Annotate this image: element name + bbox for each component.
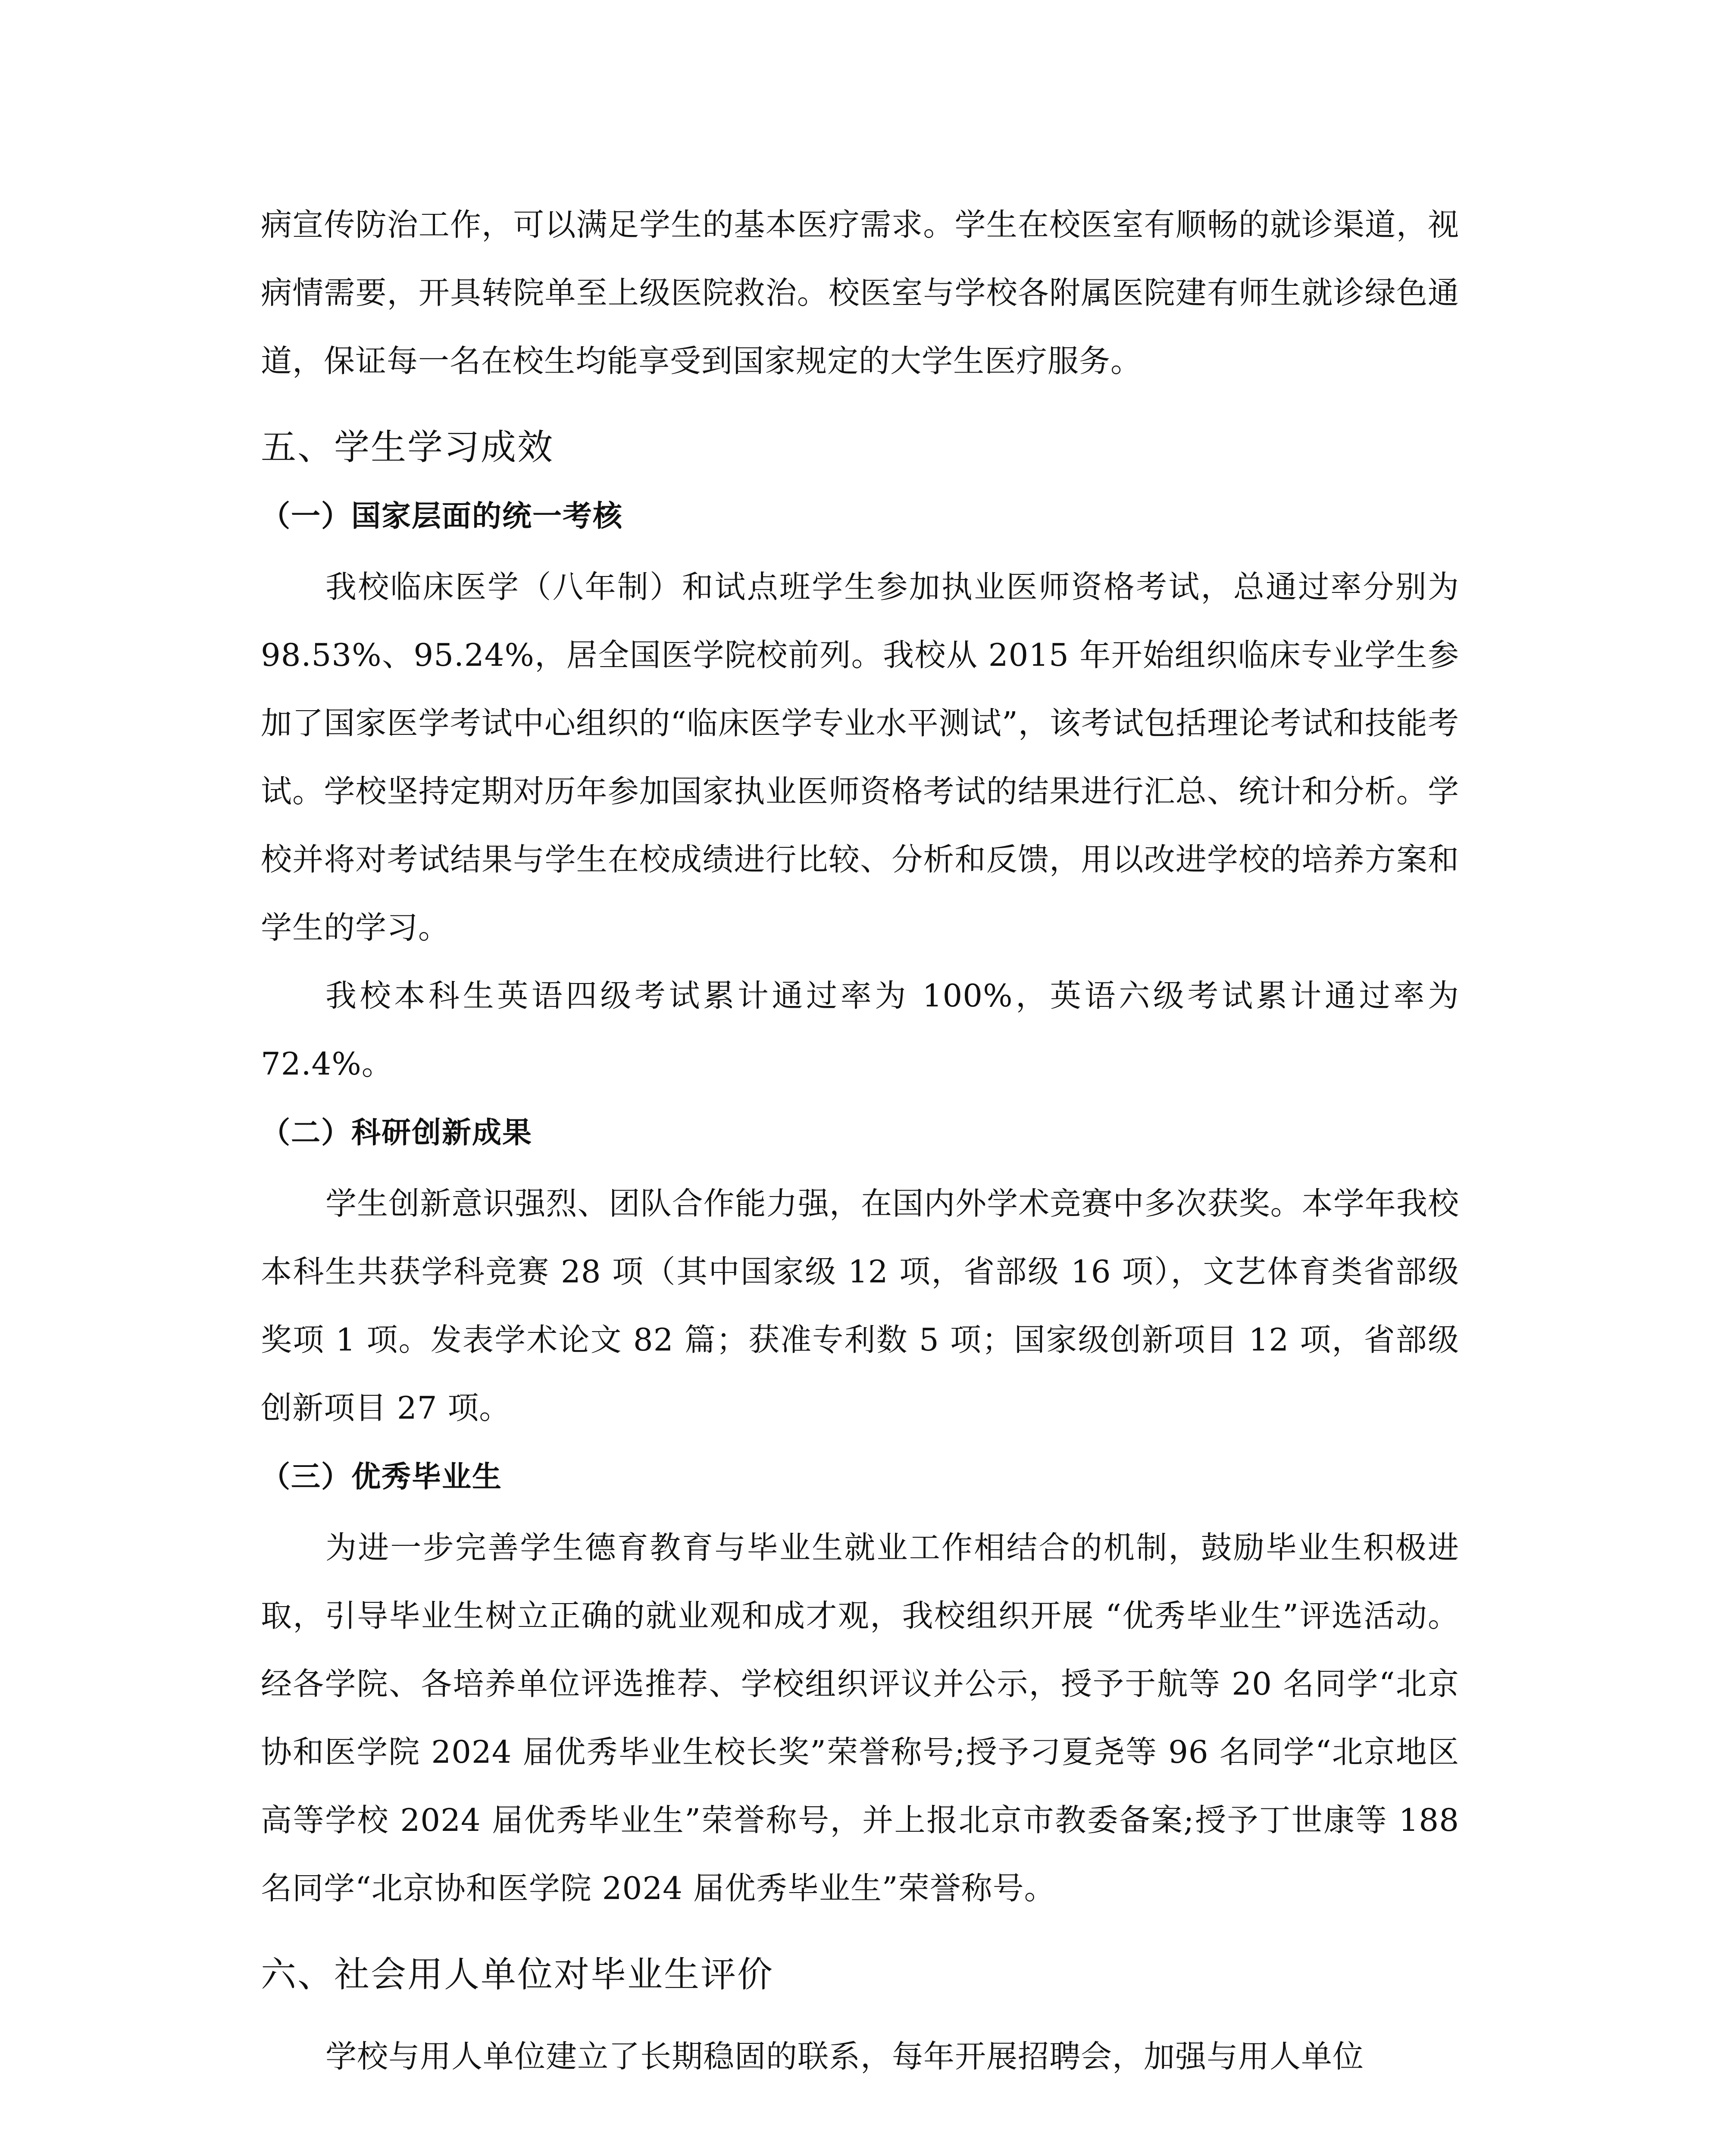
paragraph-outstanding-graduates: 为进一步完善学生德育教育与毕业生就业工作相结合的机制，鼓励毕业生积极进取，引导毕业生树立正确的就业观和成才观，我校组织开展 “优秀毕业生”评选活动。经各学院、各培养单位评选推荐、学校组织评议并公示，授予于航等 20 名同学“北京协和医学院 2024 届优秀毕业生校长奖”荣誉称号;授予刁夏尧等 96 名同学“北京地区高等学校 2024 届优秀毕业生”荣誉称号，并上报北京市教委备案;授予丁世康等 188 名同学“北京协和医学院 2024 届优秀毕业生”荣誉称号。 — [261, 1529, 1459, 1906]
spacer — [261, 538, 1459, 553]
spacer — [261, 473, 1459, 495]
paragraph-licensing-exam: 我校临床医学（八年制）和试点班学生参加执业医师资格考试，总通过率分别为98.53%、95.24%，居全国医学院校前列。我校从 2015 年开始组织临床专业学生参加了国家医学考试中心组织的“临床医学专业水平测试”，该考试包括理论考试和技能考试。学校坚持定期对历年参加国家执业医师资格考试的结果进行汇总、统计和分析。学校并将对考试结果与学生在校成绩进行比较、分析和反馈，用以改进学校的培养方案和学生的学习。 — [261, 569, 1459, 946]
section-title-employer-evaluation: 六、社会用人单位对毕业生评价 — [261, 1954, 774, 1995]
spacer — [261, 1098, 1459, 1112]
intro-paragraph: 病宣传防治工作，可以满足学生的基本医疗需求。学生在校医室有顺畅的就诊渠道，视病情需要，开具转院单至上级医院救治。校医室与学校各附属医院建有师生就诊绿色通道，保证每一名在校生均能享受到国家规定的大学生医疗服务。 — [261, 207, 1459, 379]
subsection-title-national-exam: （一）国家层面的统一考核 — [261, 499, 623, 533]
page-content — [261, 191, 1459, 2090]
section-title-learning-outcomes: 五、学生学习成效 — [261, 427, 554, 468]
spacer — [261, 1155, 1459, 1169]
spacer — [261, 1922, 1459, 1949]
subsection-title-outstanding-graduates: （三）优秀毕业生 — [261, 1460, 503, 1494]
spacer — [261, 1499, 1459, 1514]
paragraph-research-results: 学生创新意识强烈、团队合作能力强，在国内外学术竞赛中多次获奖。本学年我校本科生共获学科竞赛 28 项（其中国家级 12 项，省部级 16 项），文艺体育类省部级奖项 1 项。发表学术论文 82 篇；获准专利数 5 项；国家级创新项目 12 项，省部级创新项目 27 项。 — [261, 1185, 1459, 1426]
spacer — [261, 395, 1459, 422]
subsection-title-research: （二）科研创新成果 — [261, 1116, 533, 1150]
paragraph-employer-relations: 学校与用人单位建立了长期稳固的联系，每年开展招聘会，加强与用人单位 — [325, 2038, 1364, 2075]
spacer — [261, 2001, 1459, 2022]
paragraph-english-exam: 我校本科生英语四级考试累计通过率为 100%，英语六级考试累计通过率为72.4%。 — [261, 978, 1459, 1082]
spacer — [261, 1442, 1459, 1456]
